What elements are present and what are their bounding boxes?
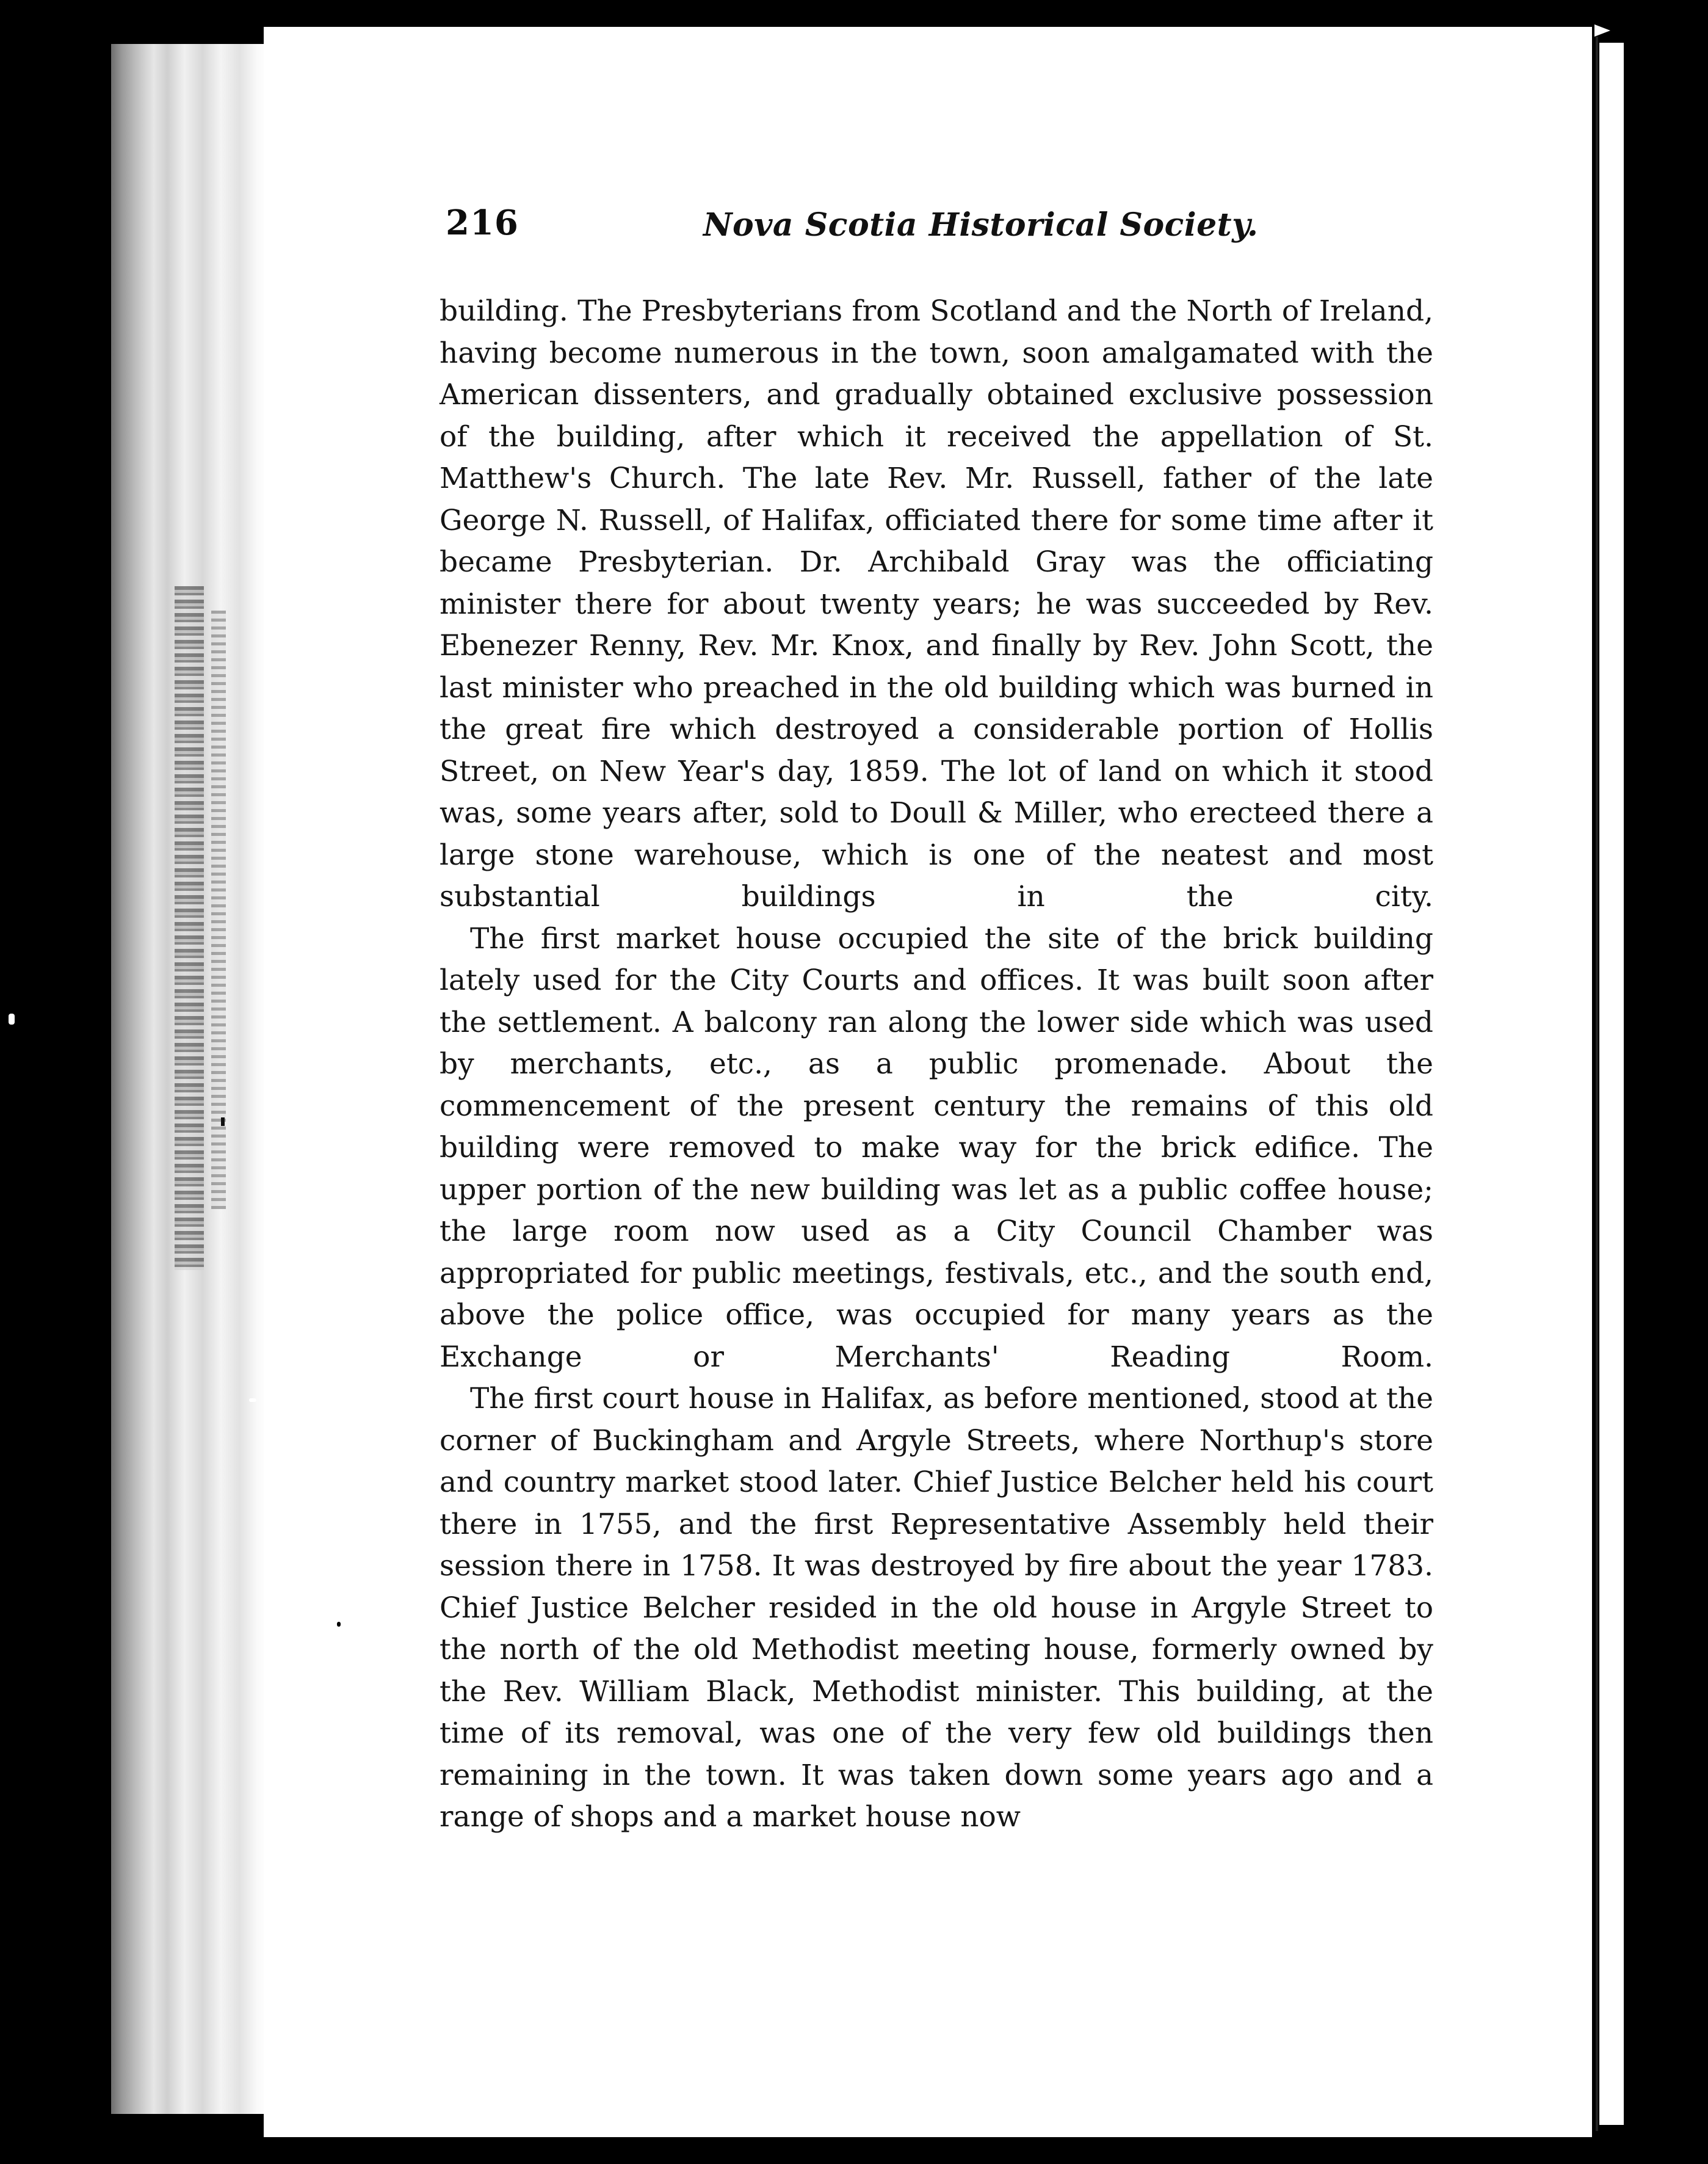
scan-speck [9,1014,15,1025]
paragraph-3: The first court house in Halifax, as before mentioned, stood at the corner of Buckingham and Argyle Streets, where Northup's store and country market stood later. Chief Justice Belcher held his court there in 1755, and the first Representative Assembly held their session there in 1758. It was destroyed by fire about the year 1783. Chief Justice Belcher resided in the old house in Argyle Street to the north of the old Methodist meeting house, formerly owned by the Rev. William Black, Methodist minister. This building, at the time of its removal, was one of the very few old buildings then remaining in the town. It was taken down some years ago and a range of shops and a market house now [440,1382,1433,1834]
next-page-sliver [1599,43,1624,2125]
paragraph-2: The first market house occupied the site of the brick building lately used for the City Courts and offices. It was built soon after the settlement. A balcony ran along the lower side which was used by merchants, etc., as a public promenade. About the commencement of the present century the remains of this old building were removed to make way for the brick edifice. The upper portion of the new building was let as a public coffee house; the large room now used as a City Council Chamber was appropriated for public meetings, festivals, etc., and the south end, above the police office, was occupied for many years as the Exchange or Merchants' Reading Room. [440,921,1433,1374]
edge-stamp-marks [175,586,204,1270]
body-text [440,291,1433,1839]
running-head: Nova Scotia Historical Society. [703,206,1259,244]
paragraph-1: building. The Presbyterians from Scotland and the North of Ireland, having become numerous in the town, soon amalgamated with the American dissenters, and gradually obtained exclusive possession of the building, after which it received the appellation of St. Matthew's Church. The late Rev. Mr. Russell, father of the late George N. Russell, of Halifax, officiated there for some time after it became Presbyterian. Dr. Archibald Gray was the officiating minister there for about twenty years; he was succeeded by Rev. Ebenezer Renny, Rev. Mr. Knox, and finally by Rev. John Scott, the last minister who preached in the old building which was burned in the great fire which destroyed a considerable portion of Hollis Street, on New Year's day, 1859. The lot of land on which it stood was, some years after, sold to Doull & Miller, who erecteed there a large stone warehouse, which is one of the neatest and most substantial buildings in the city. [440,294,1433,913]
spine-mark [221,1117,225,1126]
next-page-edge-line [1596,37,1598,2131]
book-page [264,27,1592,2137]
scan-speck [337,1622,341,1627]
scan-speck [249,1398,256,1402]
page-number: 216 [446,203,519,243]
corner-marker [1594,24,1610,37]
